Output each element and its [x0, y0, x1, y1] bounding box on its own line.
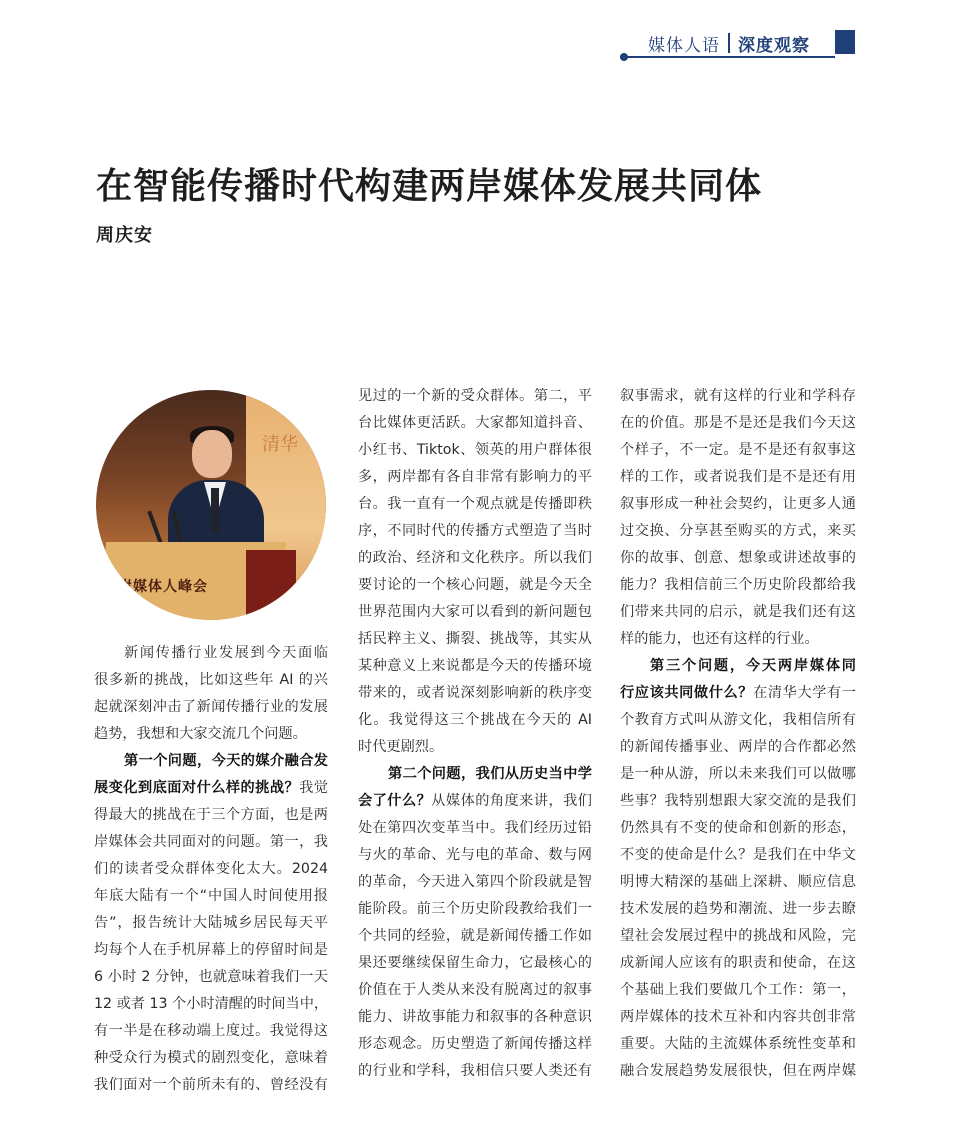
text-line: 你的故事、创意、想象或讲述故事的 — [620, 550, 856, 566]
subsection-label: 深度观察 — [738, 35, 810, 56]
text-line: 在的价值。那是不是还是我们今天这 — [620, 415, 856, 431]
photo-speaker-tie — [211, 488, 219, 532]
text-line: 某种意义上来说都是今天的传播环境 — [358, 658, 592, 674]
text-line: 能力？我相信前三个历史阶段都给我 — [620, 577, 856, 593]
text-line: 叙事需求，就有这样的行业和学科存 — [620, 388, 856, 404]
text-fragment: 在清华大学有一 — [753, 685, 856, 701]
text-line: 与火的革命、光与电的革命、数与网 — [358, 847, 592, 863]
paragraph — [358, 383, 592, 761]
text-line: 小红书、Tiktok、领英的用户群体很 — [358, 442, 592, 458]
text-line: 是一种从游，所以未来我们可以做哪 — [620, 766, 856, 782]
text-line: 时代更剧烈。 — [358, 739, 444, 755]
article-column-2 — [358, 383, 592, 1085]
paragraph — [620, 653, 856, 1085]
section-label: 媒体人语 — [648, 35, 720, 56]
text-line — [358, 788, 592, 815]
text-line: 个共同的经验，就是新闻传播工作如 — [358, 928, 592, 944]
text-line: 的政治、经济和文化秩序。所以我们 — [358, 550, 592, 566]
text-line: 很多新的挑战，比如这些年 AI 的兴 — [94, 672, 328, 688]
photo-speaker-head — [192, 430, 232, 478]
text-line: 融合发展趋势发展很快，但在两岸媒 — [620, 1063, 856, 1079]
text-line: 形态观念。历史塑造了新闻传播这样 — [358, 1036, 592, 1052]
text-line: 告”，报告统计大陆城乡居民每天平 — [94, 915, 328, 931]
text-line: 的革命，今天进入第四个阶段就是智 — [358, 874, 592, 890]
text-line: 多，两岸都有各自非常有影响力的平 — [358, 469, 592, 485]
text-line: 望社会发展过程中的挑战和风险，完 — [620, 928, 856, 944]
text-line: 6 小时 2 分钟，也就意味着我们一天 — [94, 969, 328, 985]
text-line: 们的读者受众群体变化太大。2024 — [94, 861, 328, 877]
text-fragment: 我觉 — [299, 780, 328, 796]
text-line: 得最大的挑战在于三个方面，也是两 — [94, 807, 328, 823]
question-heading-line: 第三个问题，今天两岸媒体同 — [650, 658, 856, 674]
text-line: 岸媒体会共同面对的问题。第一，我 — [94, 834, 328, 850]
text-line: 序，不同时代的传播方式塑造了当时 — [358, 523, 592, 539]
text-line: 个样子，不一定。是不是还有叙事这 — [620, 442, 856, 458]
text-line: 起就深刻冲击了新闻传播行业的发展 — [94, 699, 328, 715]
text-line: 见过的一个新的受众群体。第二，平 — [358, 388, 592, 404]
text-line: 个基础上我们要做几个工作：第一， — [620, 982, 856, 998]
text-line: 的新闻传播事业、两岸的合作都必然 — [620, 739, 856, 755]
question-heading: 会了什么？ — [358, 793, 432, 809]
text-line: 我们面对一个前所未有的、曾经没有 — [94, 1077, 328, 1093]
text-line — [94, 775, 328, 802]
text-fragment: 从媒体的角度来讲，我们 — [431, 793, 592, 809]
text-line: 明博大精深的基础上深耕、顺应信息 — [620, 874, 856, 890]
paragraph — [358, 761, 592, 1085]
photo-podium-banner: 岸媒体人峰会 — [118, 579, 208, 595]
question-heading-line: 第一个问题，今天的媒介融合发 — [124, 753, 328, 769]
article-column-3 — [620, 383, 856, 1085]
photo-podium-side — [246, 550, 296, 620]
text-line: 果还要继续保留生命力，它最核心的 — [358, 955, 592, 971]
article-author: 周庆安 — [96, 225, 153, 246]
text-line: 样的工作，或者说我们是不是还有用 — [620, 469, 856, 485]
text-line: 12 或者 13 个小时清醒的时间当中， — [94, 996, 329, 1012]
author-photo — [96, 390, 326, 620]
text-line: 重要。大陆的主流媒体系统性变革和 — [620, 1036, 856, 1052]
photo-backdrop-text: 清华 — [262, 434, 298, 455]
text-line: 趋势，我想和大家交流几个问题。 — [94, 726, 307, 742]
section-divider — [728, 33, 730, 53]
text-line: 台。我一直有一个观点就是传播即秩 — [358, 496, 592, 512]
header-rule — [620, 56, 835, 58]
question-heading: 展变化到底面对什么样的挑战？ — [94, 780, 300, 796]
text-line: 价值在于人类从来没有脱离过的叙事 — [358, 982, 592, 998]
text-line — [620, 680, 856, 707]
text-line: 化。我觉得这三个挑战在今天的 AI — [358, 712, 592, 728]
section-header — [648, 30, 810, 56]
text-line: 带来的，或者说深刻影响新的秩序变 — [358, 685, 592, 701]
text-line: 成新闻人应该有的职责和使命，在这 — [620, 955, 856, 971]
header-square-mark — [835, 30, 855, 54]
question-heading: 行应该共同做什么？ — [620, 685, 754, 701]
text-line: 能阶段。前三个历史阶段教给我们一 — [358, 901, 592, 917]
text-line: 个教育方式叫从游文化，我相信所有 — [620, 712, 856, 728]
text-line: 要讨论的一个核心问题，就是今天全 — [358, 577, 592, 593]
text-line: 能力、讲故事能力和叙事的各种意识 — [358, 1009, 592, 1025]
question-heading-line: 第二个问题，我们从历史当中学 — [388, 766, 592, 782]
text-line: 处在第四次变革当中。我们经历过铅 — [358, 820, 592, 836]
text-line: 两岸媒体的技术互补和内容共创非常 — [620, 1009, 856, 1025]
text-line: 不变的使命是什么？是我们在中华文 — [620, 847, 856, 863]
text-line: 括民粹主义、撕裂、挑战等，其实从 — [358, 631, 592, 647]
text-line: 们带来共同的启示，就是我们还有这 — [620, 604, 856, 620]
text-line: 台比媒体更活跃。大家都知道抖音、 — [358, 415, 592, 431]
text-line: 的行业和学科，我相信只要人类还有 — [358, 1063, 592, 1079]
text-line: 有一半是在移动端上度过。我觉得这 — [94, 1023, 328, 1039]
text-line: 种受众行为模式的剧烈变化，意味着 — [94, 1050, 328, 1066]
text-line: 叙事形成一种社会契约，让更多人通 — [620, 496, 856, 512]
text-line: 世界范围内大家可以看到的新问题包 — [358, 604, 592, 620]
text-line: 年底大陆有一个“中国人时间使用报 — [94, 888, 328, 904]
text-line: 样的能力，也还有这样的行业。 — [620, 631, 819, 647]
text-line: 些事？我特别想跟大家交流的是我们 — [620, 793, 856, 809]
article-title: 在智能传播时代构建两岸媒体发展共同体 — [96, 166, 763, 207]
header-rule-dot — [620, 53, 628, 61]
text-line: 新闻传播行业发展到今天面临 — [124, 645, 328, 661]
text-line: 技术发展的趋势和潮流、进一步去瞭 — [620, 901, 856, 917]
text-line: 过交换、分享甚至购买的方式，来买 — [620, 523, 856, 539]
text-line: 均每个人在手机屏幕上的停留时间是 — [94, 942, 328, 958]
paragraph — [94, 640, 328, 748]
text-line: 仍然具有不变的使命和创新的形态， — [620, 820, 856, 836]
paragraph — [94, 748, 328, 1099]
paragraph — [620, 383, 856, 653]
article-column-1 — [94, 640, 328, 1099]
